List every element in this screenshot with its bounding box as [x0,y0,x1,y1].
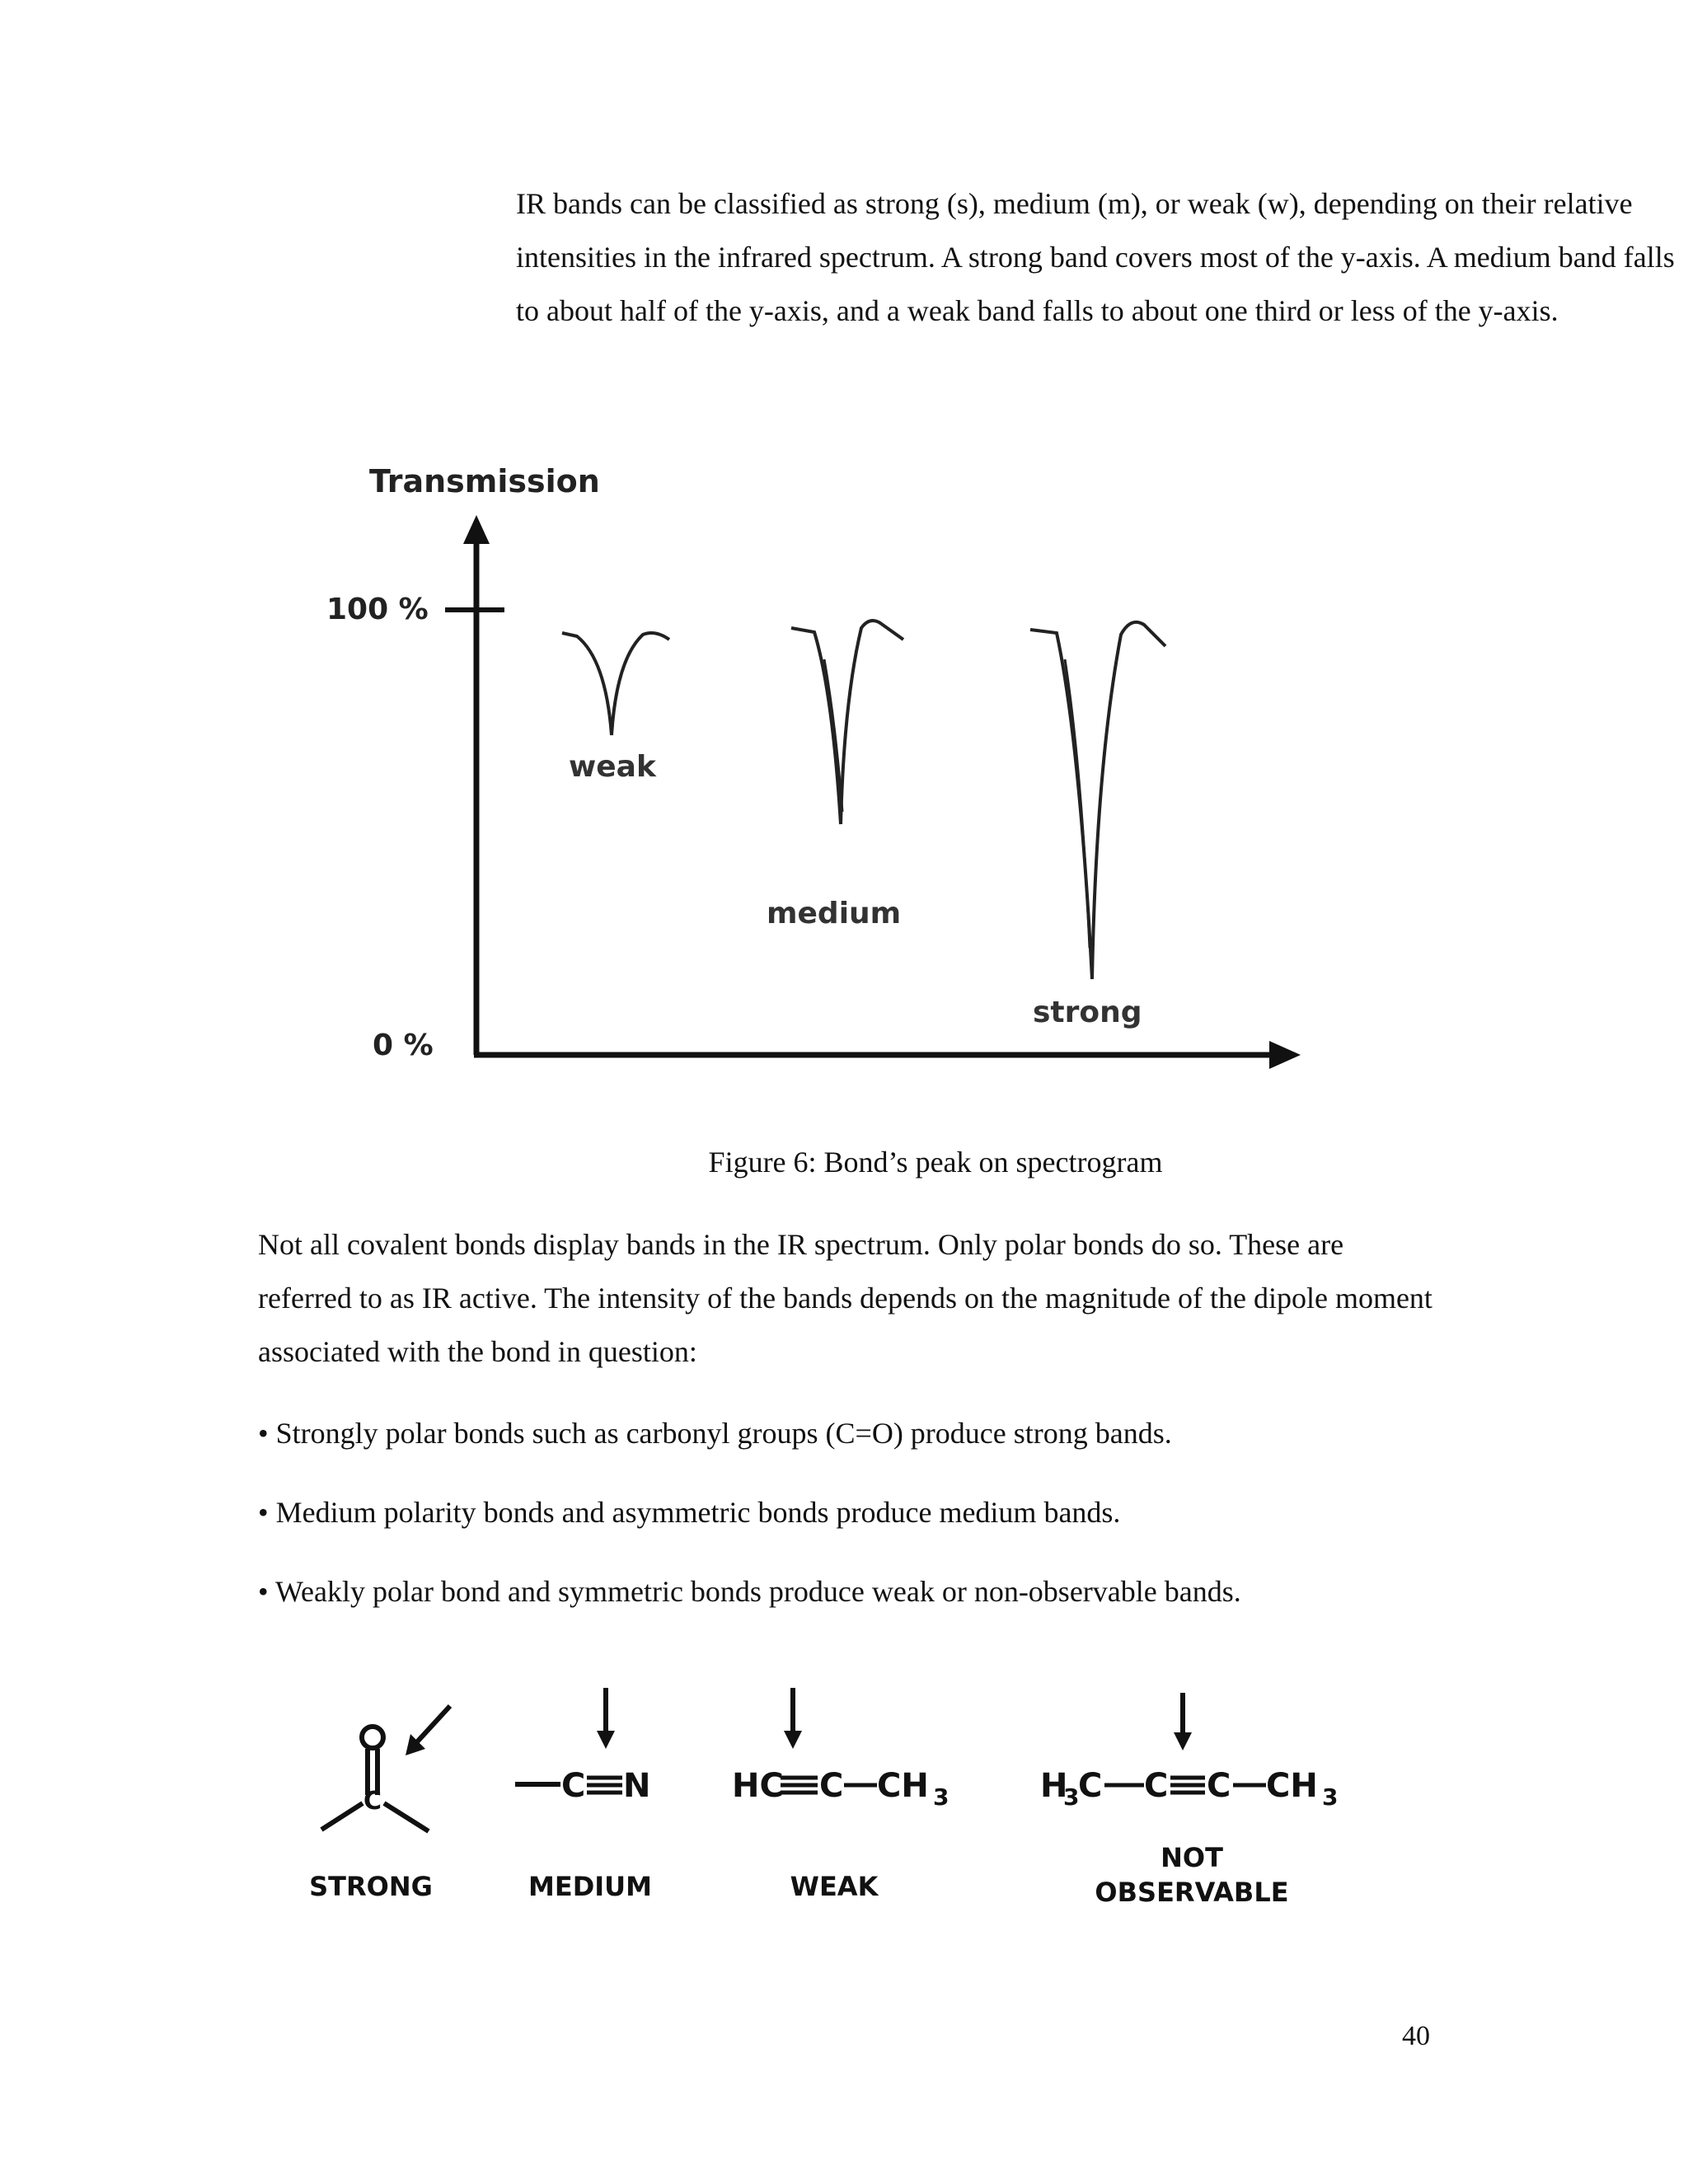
butyne-h: H [1040,1767,1068,1805]
butyne-c2: C [1207,1767,1231,1805]
propyne-c: C [819,1767,844,1805]
label-not: NOT [1160,1842,1223,1873]
nitrile-carbon: C [561,1767,586,1805]
bullet-weak: • Weakly polar bond and symmetric bonds produce weak or non-observable bands. [258,1575,1241,1608]
label-medium: MEDIUM [528,1871,652,1902]
tick-label-100: 100 % [326,593,429,626]
figure-caption: Figure 6: Bond’s peak on spectrogram [708,1146,1163,1179]
butyne-sub3-right: 3 [1322,1783,1339,1811]
butyne-c-left: C [1078,1767,1103,1805]
label-strong: STRONG [309,1871,433,1902]
label-weak: WEAK [790,1871,879,1902]
medium-label: medium [767,897,902,930]
propyne-structure [732,1688,949,1811]
bullet-strong: • Strongly polar bonds such as carbonyl groups (C=O) produce strong bands. [258,1417,1172,1450]
bullet-medium: • Medium polarity bonds and asymmetric bonds produce medium bands. [258,1496,1121,1529]
polarity-paragraph: Not all covalent bonds display bands in the IR spectrum. Only polar bonds do so. These are referred to as IR active. The intensity of the bands depends on the magnitude of the dipole moment associated with the bond in question: [258,1228,1432,1368]
weak-label: weak [569,750,656,784]
y-axis-label: Transmission [369,463,600,499]
propyne-ch: CH [877,1767,929,1805]
strong-label: strong [1033,996,1142,1029]
nitrile-nitrogen: N [623,1767,651,1805]
nitrile-structure [515,1688,650,1805]
tick-label-0: 0 % [373,1029,434,1062]
butyne-structure [1040,1693,1338,1811]
label-observable: OBSERVABLE [1095,1877,1289,1908]
intro-paragraph: IR bands can be classified as strong (s), medium (m), or weak (w), depending on their relative intensities in the infrared spectrum. A strong band covers most of the y-axis. A medium band falls to about half of the y-axis, and a weak band falls to about one third or less of the y-axis. [516,187,1675,327]
carbonyl-structure [321,1706,450,1831]
propyne-sub3: 3 [933,1783,950,1811]
butyne-sub3-left: 3 [1063,1783,1080,1811]
arrow-strong-icon [414,1706,450,1746]
page-number: 40 [1402,2021,1430,2051]
carbon-label: C [363,1787,382,1816]
butyne-ch: CH [1266,1767,1318,1805]
butyne-c1: C [1144,1767,1169,1805]
propyne-hc: HC [732,1767,784,1805]
